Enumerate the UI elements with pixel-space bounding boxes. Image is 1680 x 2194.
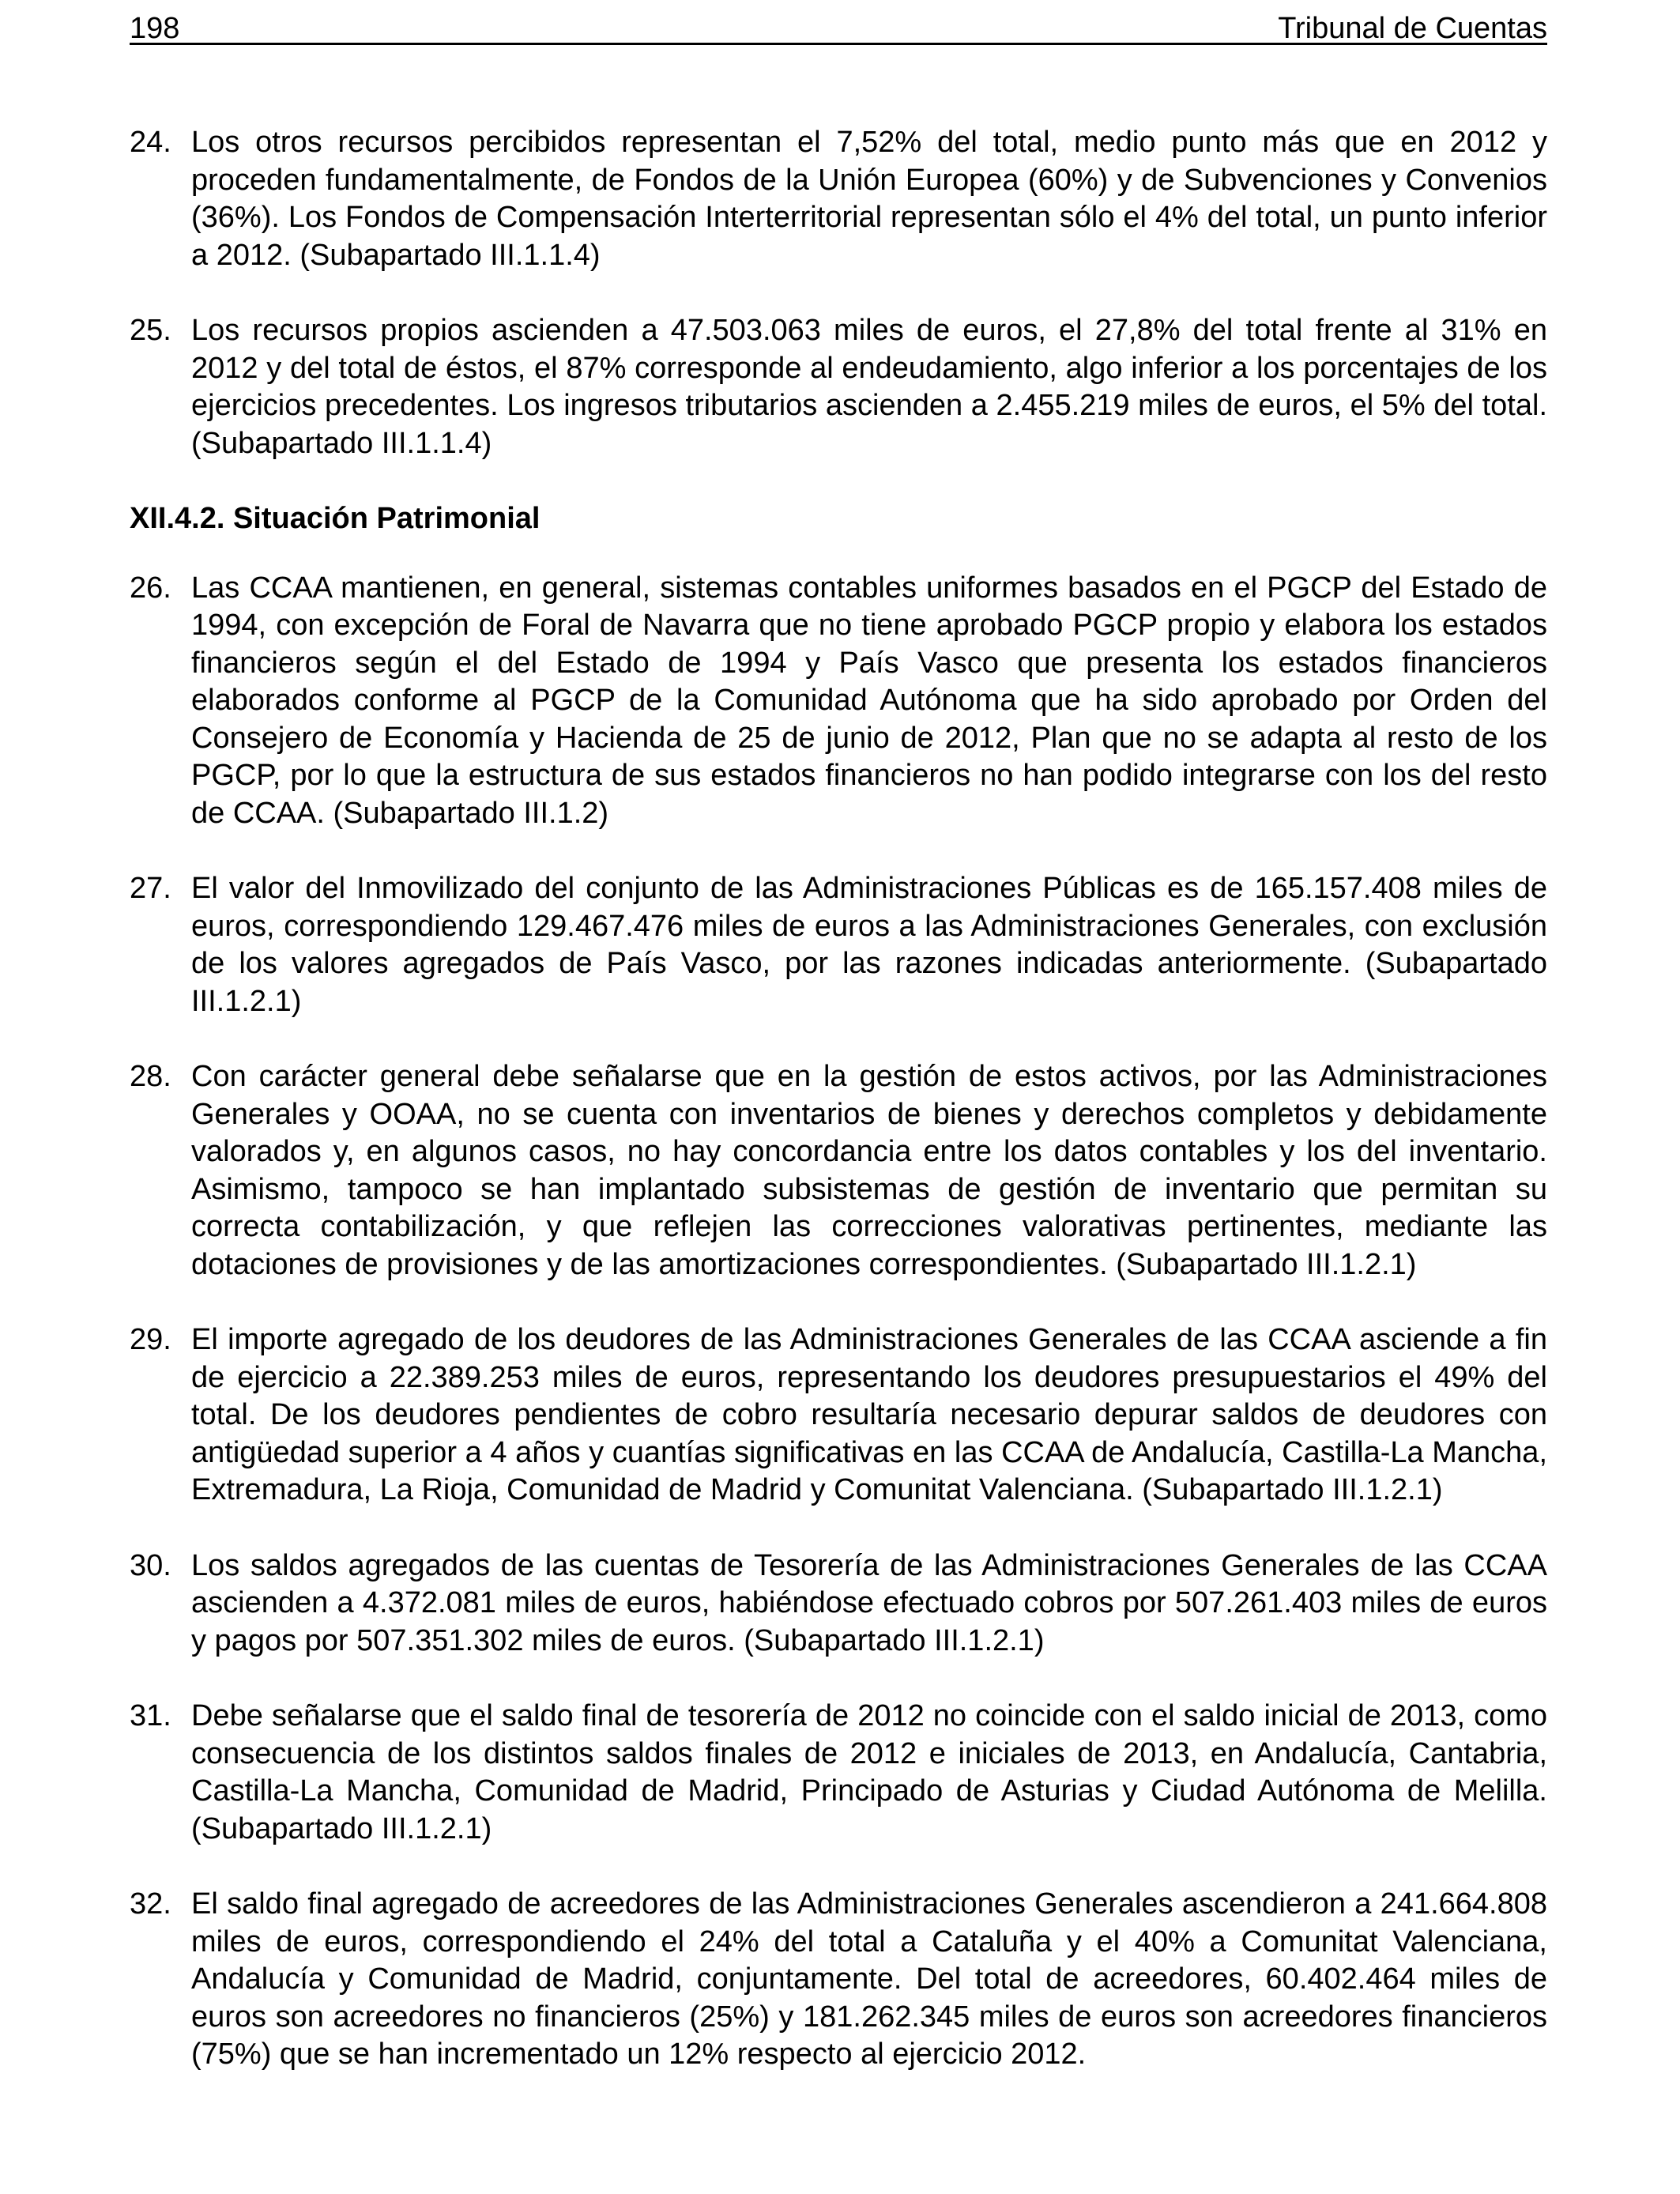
running-title: Tribunal de Cuentas: [1278, 12, 1547, 45]
paragraph-26: [130, 570, 1547, 833]
paragraph-text: El importe agregado de los deudores de las Administraciones Generales de las CCAA asciende a fin de ejercicio a 22.389.253 miles de euros, representando los deudores presupuestarios el 49% del total. De los deudores pendientes de cobro resultaría necesario depurar saldos de deudores con antigüedad superior a 4 años y cuantías significativas en las CCAA de Andalucía, Castilla-La Mancha, Extremadura, La Rioja, Comunidad de Madrid y Comunitat Valenciana. (Subapartado III.1.2.1): [191, 1323, 1547, 1506]
paragraph-30: [130, 1547, 1547, 1661]
paragraph-28: [130, 1058, 1547, 1284]
paragraph-31: [130, 1698, 1547, 1848]
paragraph-27: [130, 870, 1547, 1020]
paragraph-29: [130, 1321, 1547, 1510]
document-body: [130, 124, 1547, 2112]
paragraph-24: [130, 124, 1547, 274]
paragraph-number: 25.: [130, 314, 171, 347]
paragraph-number: 28.: [130, 1060, 171, 1093]
paragraph-text: Debe señalarse que el saldo final de tesorería de 2012 no coincide con el saldo inicial de 2013, como consecuencia de los distintos saldos finales de 2012 e iniciales de 2013, en Andalucía, Cantabria, Castilla-La Mancha, Comunidad de Madrid, Principado de Asturias y Ciudad Autónoma de Melilla. (Subapartado III.1.2.1): [191, 1699, 1547, 1845]
paragraph-text: El saldo final agregado de acreedores de las Administraciones Generales ascendieron a 241.664.808 miles de euros, correspondiendo el 24% del total a Cataluña y el 40% a Comunitat Valenciana, Andalucía y Comunidad de Madrid, conjuntamente. Del total de acreedores, 60.402.464 miles de euros son acreedores no financieros (25%) y 181.262.345 miles de euros son acreedores financieros (75%) que se han incrementado un 12% respecto al ejercicio 2012.: [191, 1887, 1547, 2071]
paragraph-text: Con carácter general debe señalarse que en la gestión de estos activos, por las Administraciones Generales y OOAA, no se cuenta con inventarios de bienes y derechos completos y debidamente valorados y, en algunos casos, no hay concordancia entre los datos contables y los del inventario. Asimismo, tampoco se han implantado subsistemas de gestión de inventario que permitan su correcta contabilización, y que reflejen las correcciones valorativas pertinentes, mediante las dotaciones de provisiones y de las amortizaciones correspondientes. (Subapartado III.1.2.1): [191, 1060, 1547, 1281]
paragraph-25: [130, 312, 1547, 462]
paragraph-text: Las CCAA mantienen, en general, sistemas contables uniformes basados en el PGCP del Estado de 1994, con excepción de Foral de Navarra que no tiene aprobado PGCP propio y elabora los estados financieros según el del Estado de 1994 y País Vasco que presenta los estados financieros elaborados conforme al PGCP de la Comunidad Autónoma que ha sido aprobado por Orden del Consejero de Economía y Hacienda de 25 de junio de 2012, Plan que no se adapta al resto de los PGCP, por lo que la estructura de sus estados financieros no han podido integrarse con los del resto de CCAA. (Subapartado III.1.2): [191, 571, 1547, 830]
paragraph-number: 29.: [130, 1323, 171, 1356]
paragraph-text: Los recursos propios ascienden a 47.503.063 miles de euros, el 27,8% del total frente al 31% en 2012 y del total de éstos, el 87% corresponde al endeudamiento, algo inferior a los porcentajes de los ejercicios precedentes. Los ingresos tributarios ascienden a 2.455.219 miles de euros, el 5% del total. (Subapartado III.1.1.4): [191, 314, 1547, 460]
page-header: [130, 5, 1547, 45]
paragraph-text: El valor del Inmovilizado del conjunto de las Administraciones Públicas es de 165.157.408 miles de euros, correspondiendo 129.467.476 miles de euros a las Administraciones Generales, con exclusión de los valores agregados de País Vasco, por las razones indicadas anteriormente. (Subapartado III.1.2.1): [191, 872, 1547, 1018]
paragraph-number: 27.: [130, 872, 171, 905]
paragraph-number: 26.: [130, 571, 171, 605]
page-number: 198: [130, 12, 180, 45]
paragraph-text: Los otros recursos percibidos representan el 7,52% del total, medio punto más que en 2012 y proceden fundamentalmente, de Fondos de la Unión Europea (60%) y de Subvenciones y Convenios (36%). Los Fondos de Compensación Interterritorial representan sólo el 4% del total, un punto inferior a 2012. (Subapartado III.1.1.4): [191, 126, 1547, 272]
paragraph-number: 32.: [130, 1887, 171, 1921]
paragraph-32: [130, 1886, 1547, 2074]
paragraph-number: 30.: [130, 1548, 171, 1582]
paragraph-number: 31.: [130, 1699, 171, 1732]
paragraph-text: Los saldos agregados de las cuentas de Tesorería de las Administraciones Generales de las CCAA ascienden a 4.372.081 miles de euros, habiéndose efectuado cobros por 507.261.403 miles de euros y pagos por 507.351.302 miles de euros. (Subapartado III.1.2.1): [191, 1548, 1547, 1657]
section-heading: XII.4.2. Situación Patrimonial: [130, 502, 541, 535]
paragraph-number: 24.: [130, 126, 171, 159]
